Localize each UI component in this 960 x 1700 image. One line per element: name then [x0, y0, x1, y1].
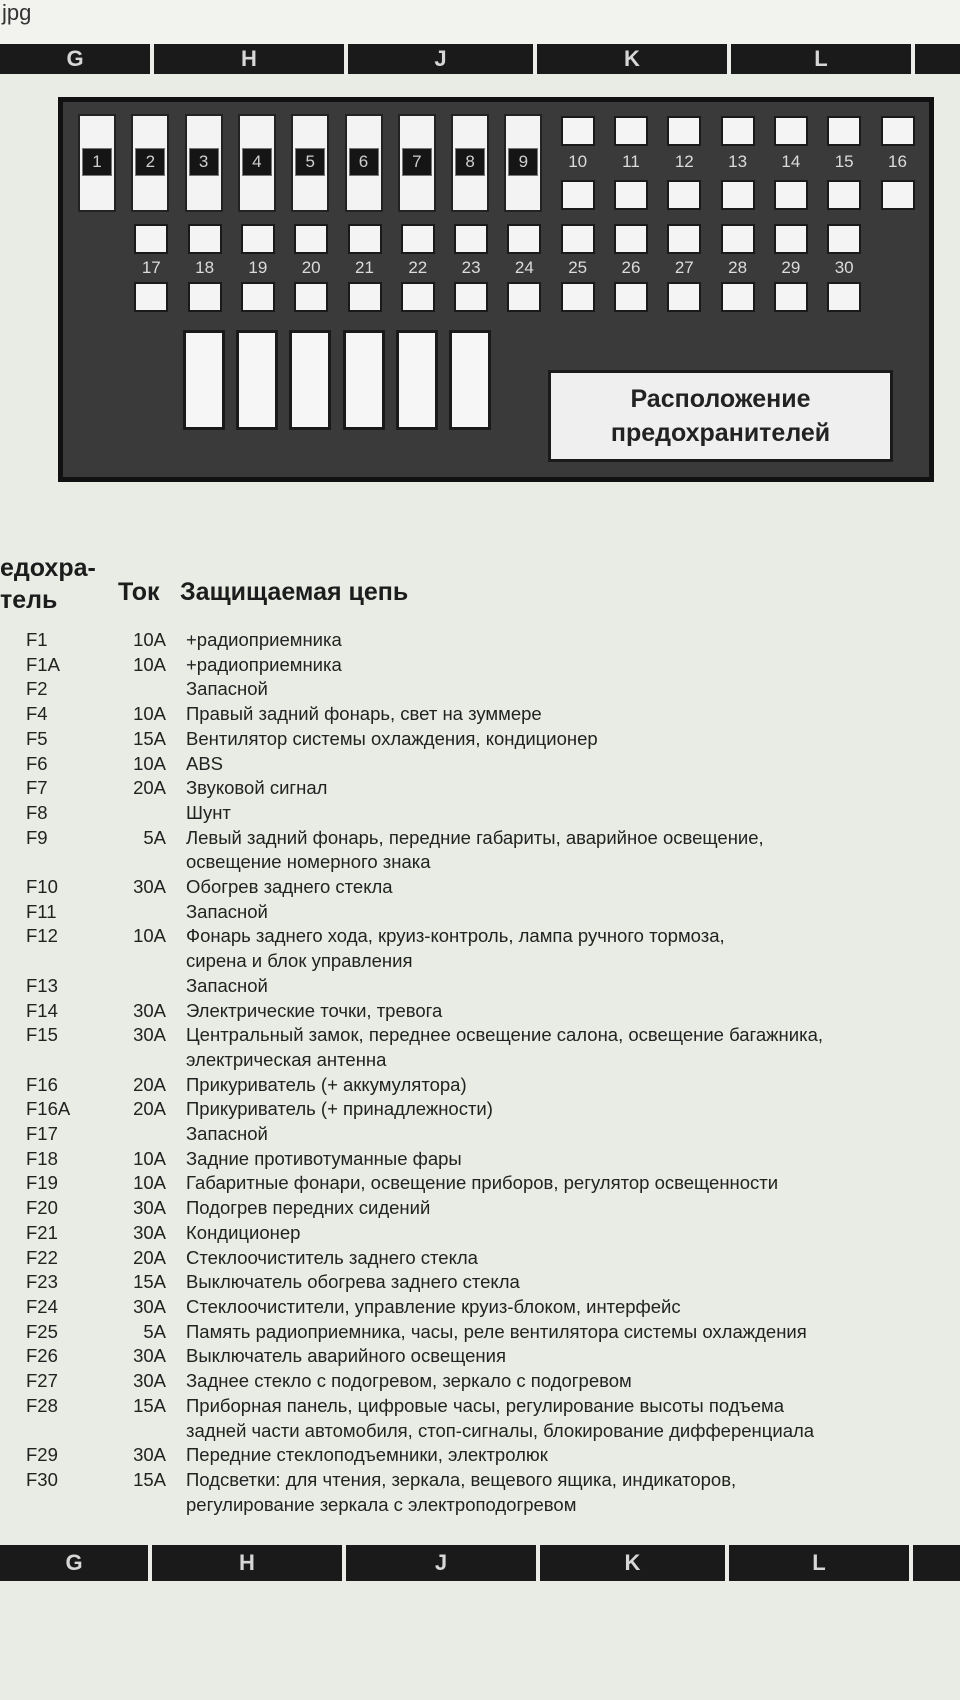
fuse-id: F12: [26, 925, 58, 947]
fuse-circuit: Задние противотуманные фары: [186, 1147, 462, 1169]
fuse-circuit: Звуковой сигнал: [186, 777, 328, 799]
caption-line-1: Расположение: [630, 385, 811, 413]
fuse-rating: 30A: [133, 1444, 166, 1466]
fuse-slot-bottom: [614, 282, 648, 312]
fuse-id: F6: [26, 752, 48, 774]
relay-slot: [183, 330, 225, 430]
fuse-circuit: Фонарь заднего хода, круиз-контроль, лампа ручного тормоза, сирена и блок управления: [186, 925, 725, 972]
fuse-slot-bottom: [294, 282, 328, 312]
fuse-slot-top: [241, 224, 275, 254]
fuse-number: 14: [781, 152, 801, 171]
fuse-number: 13: [728, 152, 748, 171]
table-row: [0, 974, 960, 999]
fuse-number: 20: [301, 258, 321, 277]
fuse-slot-bottom: [188, 282, 222, 312]
table-row: [0, 702, 960, 727]
fuse-number: 28: [728, 258, 748, 277]
fuse-rating: 30A: [133, 999, 166, 1021]
fuse-id: F24: [26, 1295, 58, 1317]
fuse-number: 24: [514, 258, 534, 277]
fuse-circuit: Правый задний фонарь, свет на зуммере: [186, 703, 542, 725]
fuse-slot-top: [454, 224, 488, 254]
fuse-id: F22: [26, 1246, 58, 1268]
fuse-number: 4: [242, 148, 272, 176]
table-row: [0, 1097, 960, 1122]
fuse-circuit: Подогрев передних сидений: [186, 1197, 431, 1219]
fuse-circuit: Габаритные фонари, освещение приборов, регулятор освещенности: [186, 1172, 779, 1194]
fuse-slot-bottom: [667, 282, 701, 312]
fuse-id: F11: [26, 900, 57, 922]
fuse-id: F16A: [26, 1098, 71, 1120]
fuse-number: 12: [674, 152, 694, 171]
fuse-rating: 10A: [133, 1172, 166, 1194]
fuse-slot-top: [614, 224, 648, 254]
fuse-circuit: Электрические точки, тревога: [186, 999, 443, 1021]
column-marker: H: [154, 44, 344, 74]
relay-slot: [449, 330, 491, 430]
fuse-slot-top: [507, 224, 541, 254]
fuse-slot-top: [401, 224, 435, 254]
table-row: [0, 1122, 960, 1147]
fuse-number: 22: [408, 258, 428, 277]
fuse-number: 21: [355, 258, 374, 277]
fuse-number: 16: [888, 152, 907, 171]
fuse-id: F14: [26, 999, 58, 1021]
header-current: Ток: [118, 578, 160, 606]
table-row: [0, 653, 960, 678]
fuse-box-diagram: [58, 97, 934, 482]
column-marker: L: [731, 44, 911, 74]
table-row: [0, 875, 960, 900]
fuse-slot-top: [294, 224, 328, 254]
fuse-slot-bottom: [614, 180, 648, 210]
table-row: [0, 924, 960, 973]
fuse-rating: 30A: [133, 1197, 166, 1219]
fuse-slot-bottom: [241, 282, 275, 312]
fuse-slot-top: [134, 224, 168, 254]
fuse-circuit: Левый задний фонарь, передние габариты, аварийное освещение, освещение номерного знака: [186, 826, 764, 873]
column-marker: H: [152, 1545, 342, 1581]
relay-slot: [236, 330, 278, 430]
fuse-id: F5: [26, 727, 48, 749]
fuse-rating: 20A: [133, 1073, 166, 1095]
table-row: [0, 1023, 960, 1072]
fuse-box-caption: [548, 370, 893, 462]
fuse-slot-top: [881, 116, 915, 146]
header-fuse-line-1: едохра-: [0, 554, 96, 582]
table-row: [0, 1171, 960, 1196]
fuse-slot-top: [667, 116, 701, 146]
column-marker: G: [0, 1545, 148, 1581]
fuse-rating: 5A: [143, 826, 166, 848]
fuse-id: F28: [26, 1394, 58, 1416]
fuse-number: 30: [834, 258, 854, 277]
fuse-slot-bottom: [401, 282, 435, 312]
fuse-circuit: Прикуриватель (+ аккумулятора): [186, 1073, 467, 1095]
fuse-rating: 15A: [133, 1468, 166, 1490]
relay-slot: [396, 330, 438, 430]
column-marker: G: [0, 44, 150, 74]
fuse-number: 9: [508, 148, 538, 176]
table-row: [0, 1344, 960, 1369]
table-row: [0, 1320, 960, 1345]
fuse-circuit: Запасной: [186, 678, 268, 700]
fuse-number: 18: [195, 258, 215, 277]
table-row: [0, 1468, 960, 1517]
table-row: [0, 1147, 960, 1172]
fuse-slot-top: [827, 116, 861, 146]
fuse-id: F29: [26, 1444, 58, 1466]
fuse-slot-top: [561, 224, 595, 254]
fuse-number: 25: [568, 258, 588, 277]
fuse-rating: 10A: [133, 925, 166, 947]
fuse-id: F23: [26, 1271, 58, 1293]
table-row: [0, 1369, 960, 1394]
fuse-circuit: Подсветки: для чтения, зеркала, вещевого ящика, индикаторов, регулирование зеркала с электроподогревом: [186, 1468, 737, 1515]
fuse-id: F20: [26, 1197, 58, 1219]
fuse-number: 1: [82, 148, 112, 176]
fuse-slot-bottom: [881, 180, 915, 210]
fuse-rating: 20A: [133, 1098, 166, 1120]
fuse-circuit: Стеклоочиститель заднего стекла: [186, 1246, 478, 1268]
fuse-id: F30: [26, 1468, 58, 1490]
fuse-circuit: Вентилятор системы охлаждения, кондиционер: [186, 727, 598, 749]
fuse-rating: 10A: [133, 752, 166, 774]
table-row: [0, 752, 960, 777]
fuse-slot-top: [774, 116, 808, 146]
fuse-circuit: Выключатель обогрева заднего стекла: [186, 1271, 520, 1293]
fuse-number: 23: [461, 258, 481, 277]
fuse-circuit: Прикуриватель (+ принадлежности): [186, 1098, 493, 1120]
fuse-id: F21: [26, 1221, 58, 1243]
fuse-id: F19: [26, 1172, 58, 1194]
column-marker-edge: [913, 1545, 960, 1581]
fuse-slot-bottom: [667, 180, 701, 210]
fuse-number: 8: [455, 148, 485, 176]
fuse-circuit: Запасной: [186, 974, 268, 996]
fuse-slot-bottom: [721, 282, 755, 312]
fuse-id: F17: [26, 1123, 58, 1145]
fuse-slot-bottom: [721, 180, 755, 210]
column-marker: J: [346, 1545, 536, 1581]
table-row: [0, 677, 960, 702]
column-marker-bar-bottom: [0, 1545, 960, 1581]
fuse-circuit: Шунт: [186, 801, 231, 823]
fuse-rating: 15A: [133, 727, 166, 749]
fuse-circuit: Заднее стекло с подогревом, зеркало с подогревом: [186, 1370, 632, 1392]
column-marker: K: [537, 44, 727, 74]
relay-slot: [343, 330, 385, 430]
table-row: [0, 801, 960, 826]
fuse-slot-bottom: [454, 282, 488, 312]
fuse-slot-top: [561, 116, 595, 146]
fuse-slot-top: [774, 224, 808, 254]
fuse-slot-top: [667, 224, 701, 254]
fuse-slot-bottom: [827, 282, 861, 312]
fuse-slot-top: [188, 224, 222, 254]
fuse-circuit: Центральный замок, переднее освещение салона, освещение багажника, электрическая антенна: [186, 1024, 824, 1070]
fuse-id: F10: [26, 876, 58, 898]
fuse-slot-bottom: [561, 282, 595, 312]
table-row: [0, 1295, 960, 1320]
table-row: [0, 1270, 960, 1295]
fuse-rating: 10A: [133, 703, 166, 725]
column-marker-edge: [915, 44, 960, 74]
fuse-circuit: Стеклоочистители, управление круиз-блоком, интерфейс: [186, 1295, 681, 1317]
fuse-id: F13: [26, 974, 58, 996]
fuse-number: 27: [674, 258, 694, 277]
fuse-slot-top: [721, 116, 755, 146]
fuse-number: 15: [834, 152, 854, 171]
fuse-id: F8: [26, 801, 48, 823]
fuse-number: 29: [781, 258, 801, 277]
table-header: [0, 552, 960, 622]
fuse-rating: 30A: [133, 1370, 166, 1392]
relay-slot: [289, 330, 331, 430]
header-fuse: [0, 552, 96, 616]
table-row: [0, 1246, 960, 1271]
fuse-rating: 30A: [133, 1295, 166, 1317]
fuse-slot-bottom: [774, 282, 808, 312]
fuse-id: F27: [26, 1370, 58, 1392]
column-marker: L: [729, 1545, 909, 1581]
fuse-slot-bottom: [774, 180, 808, 210]
fuse-number: 11: [622, 152, 640, 171]
fuse-circuit: ABS: [186, 752, 224, 774]
table-row: [0, 999, 960, 1024]
fuse-rating: 10A: [133, 1147, 166, 1169]
fuse-slot-bottom: [134, 282, 168, 312]
table-row: [0, 776, 960, 801]
fuse-id: F25: [26, 1320, 58, 1342]
fuse-id: F4: [26, 703, 48, 725]
fuse-circuit: +радиоприемника: [186, 629, 342, 650]
fuse-circuit: Запасной: [186, 900, 268, 922]
fuse-circuit: +радиоприемника: [186, 653, 342, 675]
fuse-rating: 30A: [133, 1024, 166, 1046]
fuse-id: F26: [26, 1345, 58, 1367]
fuse-circuit: Приборная панель, цифровые часы, регулирование высоты подъема задней части автомобиля, стоп-сигналы, блокирование дифференциала: [186, 1394, 815, 1441]
fuse-id: F1A: [26, 653, 60, 675]
fuse-id: F15: [26, 1024, 58, 1046]
fuse-number: 19: [248, 258, 268, 277]
fuse-id: F1: [26, 629, 48, 650]
column-marker: K: [540, 1545, 725, 1581]
fuse-rating: 20A: [133, 1246, 166, 1268]
fuse-id: F2: [26, 678, 48, 700]
fuse-number: 5: [295, 148, 325, 176]
fuse-slot-top: [827, 224, 861, 254]
fuse-slot-bottom: [827, 180, 861, 210]
header-fuse-line-2: тель: [0, 586, 58, 614]
fuse-rating: 30A: [133, 1345, 166, 1367]
table-row: [0, 826, 960, 875]
fuse-circuit: Запасной: [186, 1123, 268, 1145]
fuse-slot-bottom: [507, 282, 541, 312]
fuse-slot-top: [348, 224, 382, 254]
fuse-slot-bottom: [348, 282, 382, 312]
fuse-circuit: Кондиционер: [186, 1221, 301, 1243]
fuse-number: 2: [135, 148, 165, 176]
table-row: [0, 1443, 960, 1468]
fuse-rating: 5A: [143, 1320, 166, 1342]
fuse-slot-bottom: [561, 180, 595, 210]
fuse-id: F16: [26, 1073, 58, 1095]
caption-line-2: предохранителей: [610, 419, 831, 447]
fuse-rating: 20A: [133, 777, 166, 799]
header-circuit: Защищаемая цепь: [180, 578, 409, 606]
fuse-id: F7: [26, 777, 48, 799]
fuse-number: 7: [402, 148, 432, 176]
fuse-id: F18: [26, 1147, 58, 1169]
fuse-rating: 10A: [133, 629, 166, 650]
fuse-number: 26: [621, 258, 641, 277]
table-row: [0, 1221, 960, 1246]
table-row: [0, 1196, 960, 1221]
fuse-number: 17: [141, 258, 161, 277]
table-row: [0, 727, 960, 752]
fuse-rating: 10A: [133, 653, 166, 675]
column-marker-bar-top: [0, 44, 960, 74]
fuse-rating: 30A: [133, 876, 166, 898]
fuse-rating: 15A: [133, 1271, 166, 1293]
fuse-table: [0, 628, 960, 1517]
fuse-number: 6: [349, 148, 379, 176]
fuse-circuit: Память радиоприемника, часы, реле вентилятора системы охлаждения: [186, 1320, 807, 1342]
fuse-number: 10: [568, 152, 588, 171]
fuse-rating: 15A: [133, 1394, 166, 1416]
fuse-circuit: Обогрев заднего стекла: [186, 876, 393, 898]
fuse-slot-top: [614, 116, 648, 146]
table-row: [0, 900, 960, 925]
fuse-number: 3: [189, 148, 219, 176]
fuse-id: F9: [26, 826, 48, 848]
fuse-circuit: Выключатель аварийного освещения: [186, 1345, 506, 1367]
fuse-circuit: Передние стеклоподъемники, электролюк: [186, 1444, 548, 1466]
column-marker: J: [348, 44, 533, 74]
fuse-rating: 30A: [133, 1221, 166, 1243]
table-row: [0, 1394, 960, 1443]
window-title: jpg: [0, 0, 960, 44]
fuse-slot-top: [721, 224, 755, 254]
table-row: [0, 1073, 960, 1098]
table-row: [0, 628, 960, 653]
